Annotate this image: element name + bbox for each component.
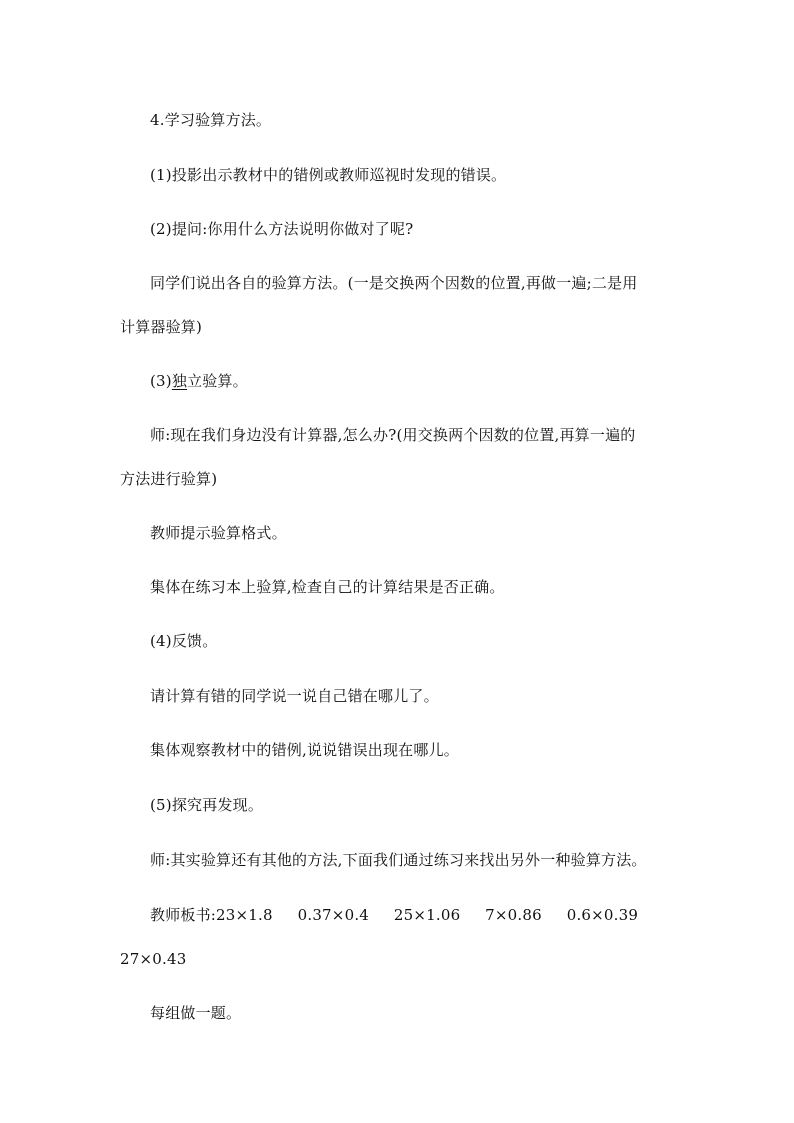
paragraph-group-check: 集体在练习本上验算,检查自己的计算结果是否正确。 (150, 578, 505, 596)
paragraph-other-methods: 师:其实验算还有其他的方法,下面我们通过练习来找出另外一种验算方法。 (150, 851, 647, 869)
paragraph-step-3 (150, 371, 248, 391)
paragraph-methods-line2: 计算器验算) (120, 318, 203, 336)
paragraph-error-report: 请计算有错的同学说一说自己错在哪儿了。 (150, 687, 439, 705)
paragraph-observe-errors: 集体观察教材中的错例,说说错误出现在哪儿。 (150, 741, 459, 759)
paragraph-step-5: (5)探究再发现。 (150, 796, 264, 814)
paragraph-board-line2: 27×0.43 (120, 950, 187, 968)
paragraph-step-4: (4)反馈。 (150, 632, 218, 650)
paragraph-one-per-group: 每组做一题。 (150, 1004, 242, 1022)
paragraph-step-1: (1)投影出示教材中的错例或教师巡视时发现的错误。 (150, 166, 507, 184)
paragraph-teacher-line1: 师:现在我们身边没有计算器,怎么办?(用交换两个因数的位置,再算一遍的 (150, 426, 636, 444)
paragraph-methods-line1: 同学们说出各自的验算方法。(一是交换两个因数的位置,再做一遍;二是用 (150, 274, 638, 292)
step-3-rest: 立验算。 (187, 372, 248, 390)
paragraph-board-line1: 教师板书:23×1.8 0.37×0.4 25×1.06 7×0.86 0.6×0.39 (150, 906, 639, 924)
paragraph-format-hint: 教师提示验算格式。 (150, 524, 287, 542)
paragraph-teacher-line2: 方法进行验算) (120, 470, 218, 488)
step-3-number: (3) (150, 372, 172, 390)
section-heading-verification: 4.学习验算方法。 (150, 111, 272, 129)
paragraph-step-2: (2)提问:你用什么方法说明你做对了呢? (150, 220, 414, 238)
step-3-underlined-char: 独 (171, 372, 188, 390)
